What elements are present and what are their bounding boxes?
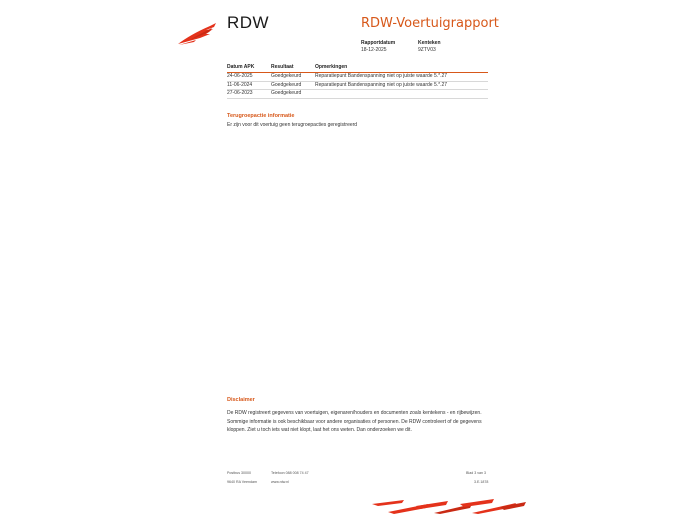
logo-text: RDW — [227, 13, 270, 32]
recall-section-title: Terugroepactie informatie — [227, 113, 295, 119]
footer-phone: Telefoon 088 008 74 47 — [271, 471, 309, 475]
rdw-stripes-decoration — [368, 498, 528, 514]
license-plate-label: Kenteken — [418, 40, 441, 46]
cell-date: 24-06-2025 — [227, 73, 253, 79]
cell-result: Goedgekeurd — [271, 81, 302, 88]
apk-table — [227, 64, 488, 99]
table-row — [227, 82, 488, 91]
apk-table-header — [227, 64, 488, 73]
column-header-date: Datum APK — [227, 64, 255, 70]
report-date-value: 18-12-2025 — [361, 47, 387, 53]
footer-postbus: Postbus 30000 — [227, 471, 251, 475]
cell-date: 27-06-2023 — [227, 90, 253, 97]
footer-page-number: Blad 3 van 3 — [466, 471, 486, 475]
disclaimer-title: Disclaimer — [227, 397, 255, 403]
cell-date: 11-06-2024 — [227, 81, 253, 88]
report-title: RDW-Voertuigrapport — [361, 16, 499, 31]
license-plate-value: 9ZTV03 — [418, 47, 436, 53]
table-row — [227, 73, 488, 82]
disclaimer-text: De RDW registreert gegevens van voertuigen, eigenaren/houders en documenten zoals kentekens - en rijbewijzen. Sommige informatie is ook beschikbaar voor andere organisaties of personen. De RDW controleert of de gegevens kloppen. Ziet u toch iets wat niet klopt, laat het ons weten. Dan onderzoeken we dit. — [227, 410, 482, 433]
cell-remarks: Reparatiepunt Bandenspanning niet op juiste waarde 5.*.27 — [315, 81, 448, 88]
footer-postcode: 9640 RA Veendam — [227, 480, 257, 484]
column-header-result: Resultaat — [271, 64, 294, 70]
cell-remarks — [315, 90, 488, 98]
report-date-label: Rapportdatum — [361, 40, 396, 46]
cell-remarks: Reparatiepunt Bandenspanning niet op juiste waarde 5.*.27 — [315, 73, 448, 79]
cell-result: Goedgekeurd — [271, 73, 302, 79]
rdw-logo-icon — [176, 20, 222, 46]
footer-website: www.rdw.nl — [271, 480, 289, 484]
footer-code: 3.E.1878 — [474, 480, 489, 484]
recall-section-text: Er zijn voor dit voertuig geen terugroepacties geregistreerd — [227, 122, 358, 128]
table-row — [227, 90, 488, 99]
column-header-remarks: Opmerkingen — [315, 64, 348, 70]
cell-result: Goedgekeurd — [271, 90, 302, 97]
